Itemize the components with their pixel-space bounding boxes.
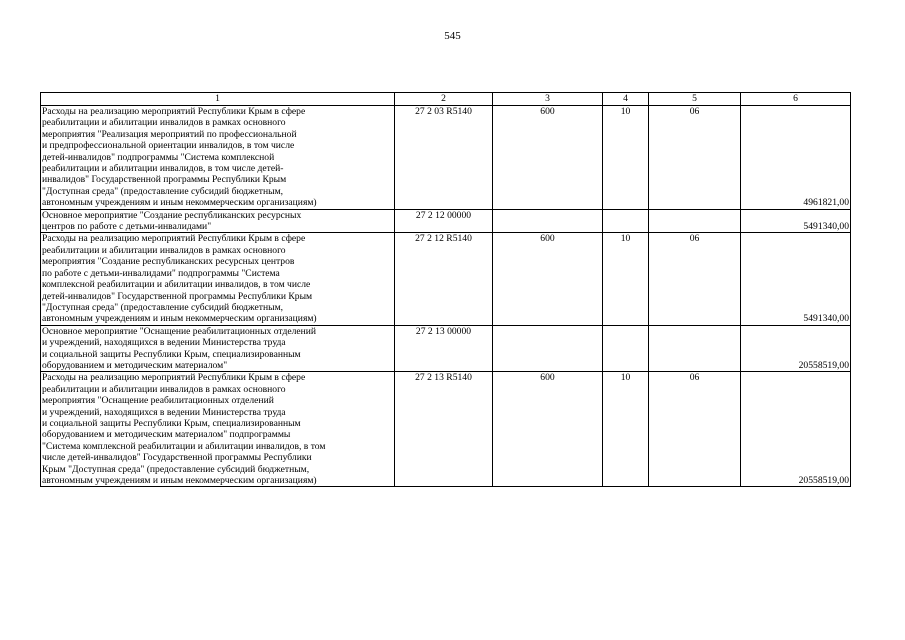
table-header-row [41,93,851,106]
page-number: 545 [444,30,461,42]
row-target-code: 27 2 13 R5140 [395,372,493,487]
row-subsection: 06 [649,106,741,210]
row-target-code: 27 2 12 00000 [395,209,493,233]
row-subsection: 06 [649,233,741,325]
row-target-code: 27 2 12 R5140 [395,233,493,325]
table-row [41,106,851,210]
header-cell: 5 [649,93,741,106]
row-expense-type: 600 [493,233,603,325]
row-amount: 5491340,00 [741,209,851,233]
row-description: Расходы на реализацию мероприятий Республики Крым в сфере реабилитации и абилитации инвалидов в рамках основного мероприятия "Создание республиканских ресурсных центров по работе с детьми-инвалидами" подпрограммы "Система комплексной реабилитации и абилитации инвалидов, в том числе детей-инвалидов" Государственной программы Республики Крым "Доступная среда" (предоставление субсидий бюджетным, автономным учреждениям и иным некоммерческим организациям) [41,233,395,325]
row-subsection [649,325,741,372]
header-cell: 4 [603,93,649,106]
row-section: 10 [603,106,649,210]
row-expense-type [493,209,603,233]
row-description: Расходы на реализацию мероприятий Республики Крым в сфере реабилитации и абилитации инвалидов в рамках основного мероприятия "Реализация мероприятий по профессиональной и предпрофессиональной ориентации инвалидов, в том числе детей-инвалидов" подпрограммы "Система комплексной реабилитации и абилитации инвалидов, в том числе детей- инвалидов" Государственной программы Республики Крым "Доступная среда" (предоставление субсидий бюджетным, автономным учреждениям и иным некоммерческим организациям) [41,106,395,210]
table-row [41,325,851,372]
row-target-code: 27 2 13 00000 [395,325,493,372]
row-subsection [649,209,741,233]
budget-table [40,92,851,487]
row-expense-type: 600 [493,372,603,487]
row-subsection: 06 [649,372,741,487]
row-section: 10 [603,372,649,487]
row-expense-type [493,325,603,372]
row-amount: 20558519,00 [741,325,851,372]
row-description: Основное мероприятие "Создание республиканских ресурсных центров по работе с детьми-инвалидами" [41,209,395,233]
row-expense-type: 600 [493,106,603,210]
row-amount: 4961821,00 [741,106,851,210]
table-row [41,209,851,233]
table-row [41,372,851,487]
row-section [603,325,649,372]
row-target-code: 27 2 03 R5140 [395,106,493,210]
header-cell: 1 [41,93,395,106]
header-cell: 3 [493,93,603,106]
row-section [603,209,649,233]
row-description: Расходы на реализацию мероприятий Республики Крым в сфере реабилитации и абилитации инвалидов в рамках основного мероприятия "Оснащение реабилитационных отделений и учреждений, находящихся в ведении Министерства труда и социальной защиты Республики Крым, специализированным оборудованием и методическим материалом" подпрограммы "Система комплексной реабилитации и абилитации инвалидов, в том числе детей-инвалидов" Государственной программы Республики Крым "Доступная среда" (предоставление субсидий бюджетным, автономным учреждениям и иным некоммерческим организациям) [41,372,395,487]
header-cell: 6 [741,93,851,106]
row-amount: 5491340,00 [741,233,851,325]
header-cell: 2 [395,93,493,106]
table-row [41,233,851,325]
row-section: 10 [603,233,649,325]
row-description: Основное мероприятие "Оснащение реабилитационных отделений и учреждений, находящихся в ведении Министерства труда и социальной защиты Республики Крым, специализированным оборудованием и методическим материалом" [41,325,395,372]
row-amount: 20558519,00 [741,372,851,487]
